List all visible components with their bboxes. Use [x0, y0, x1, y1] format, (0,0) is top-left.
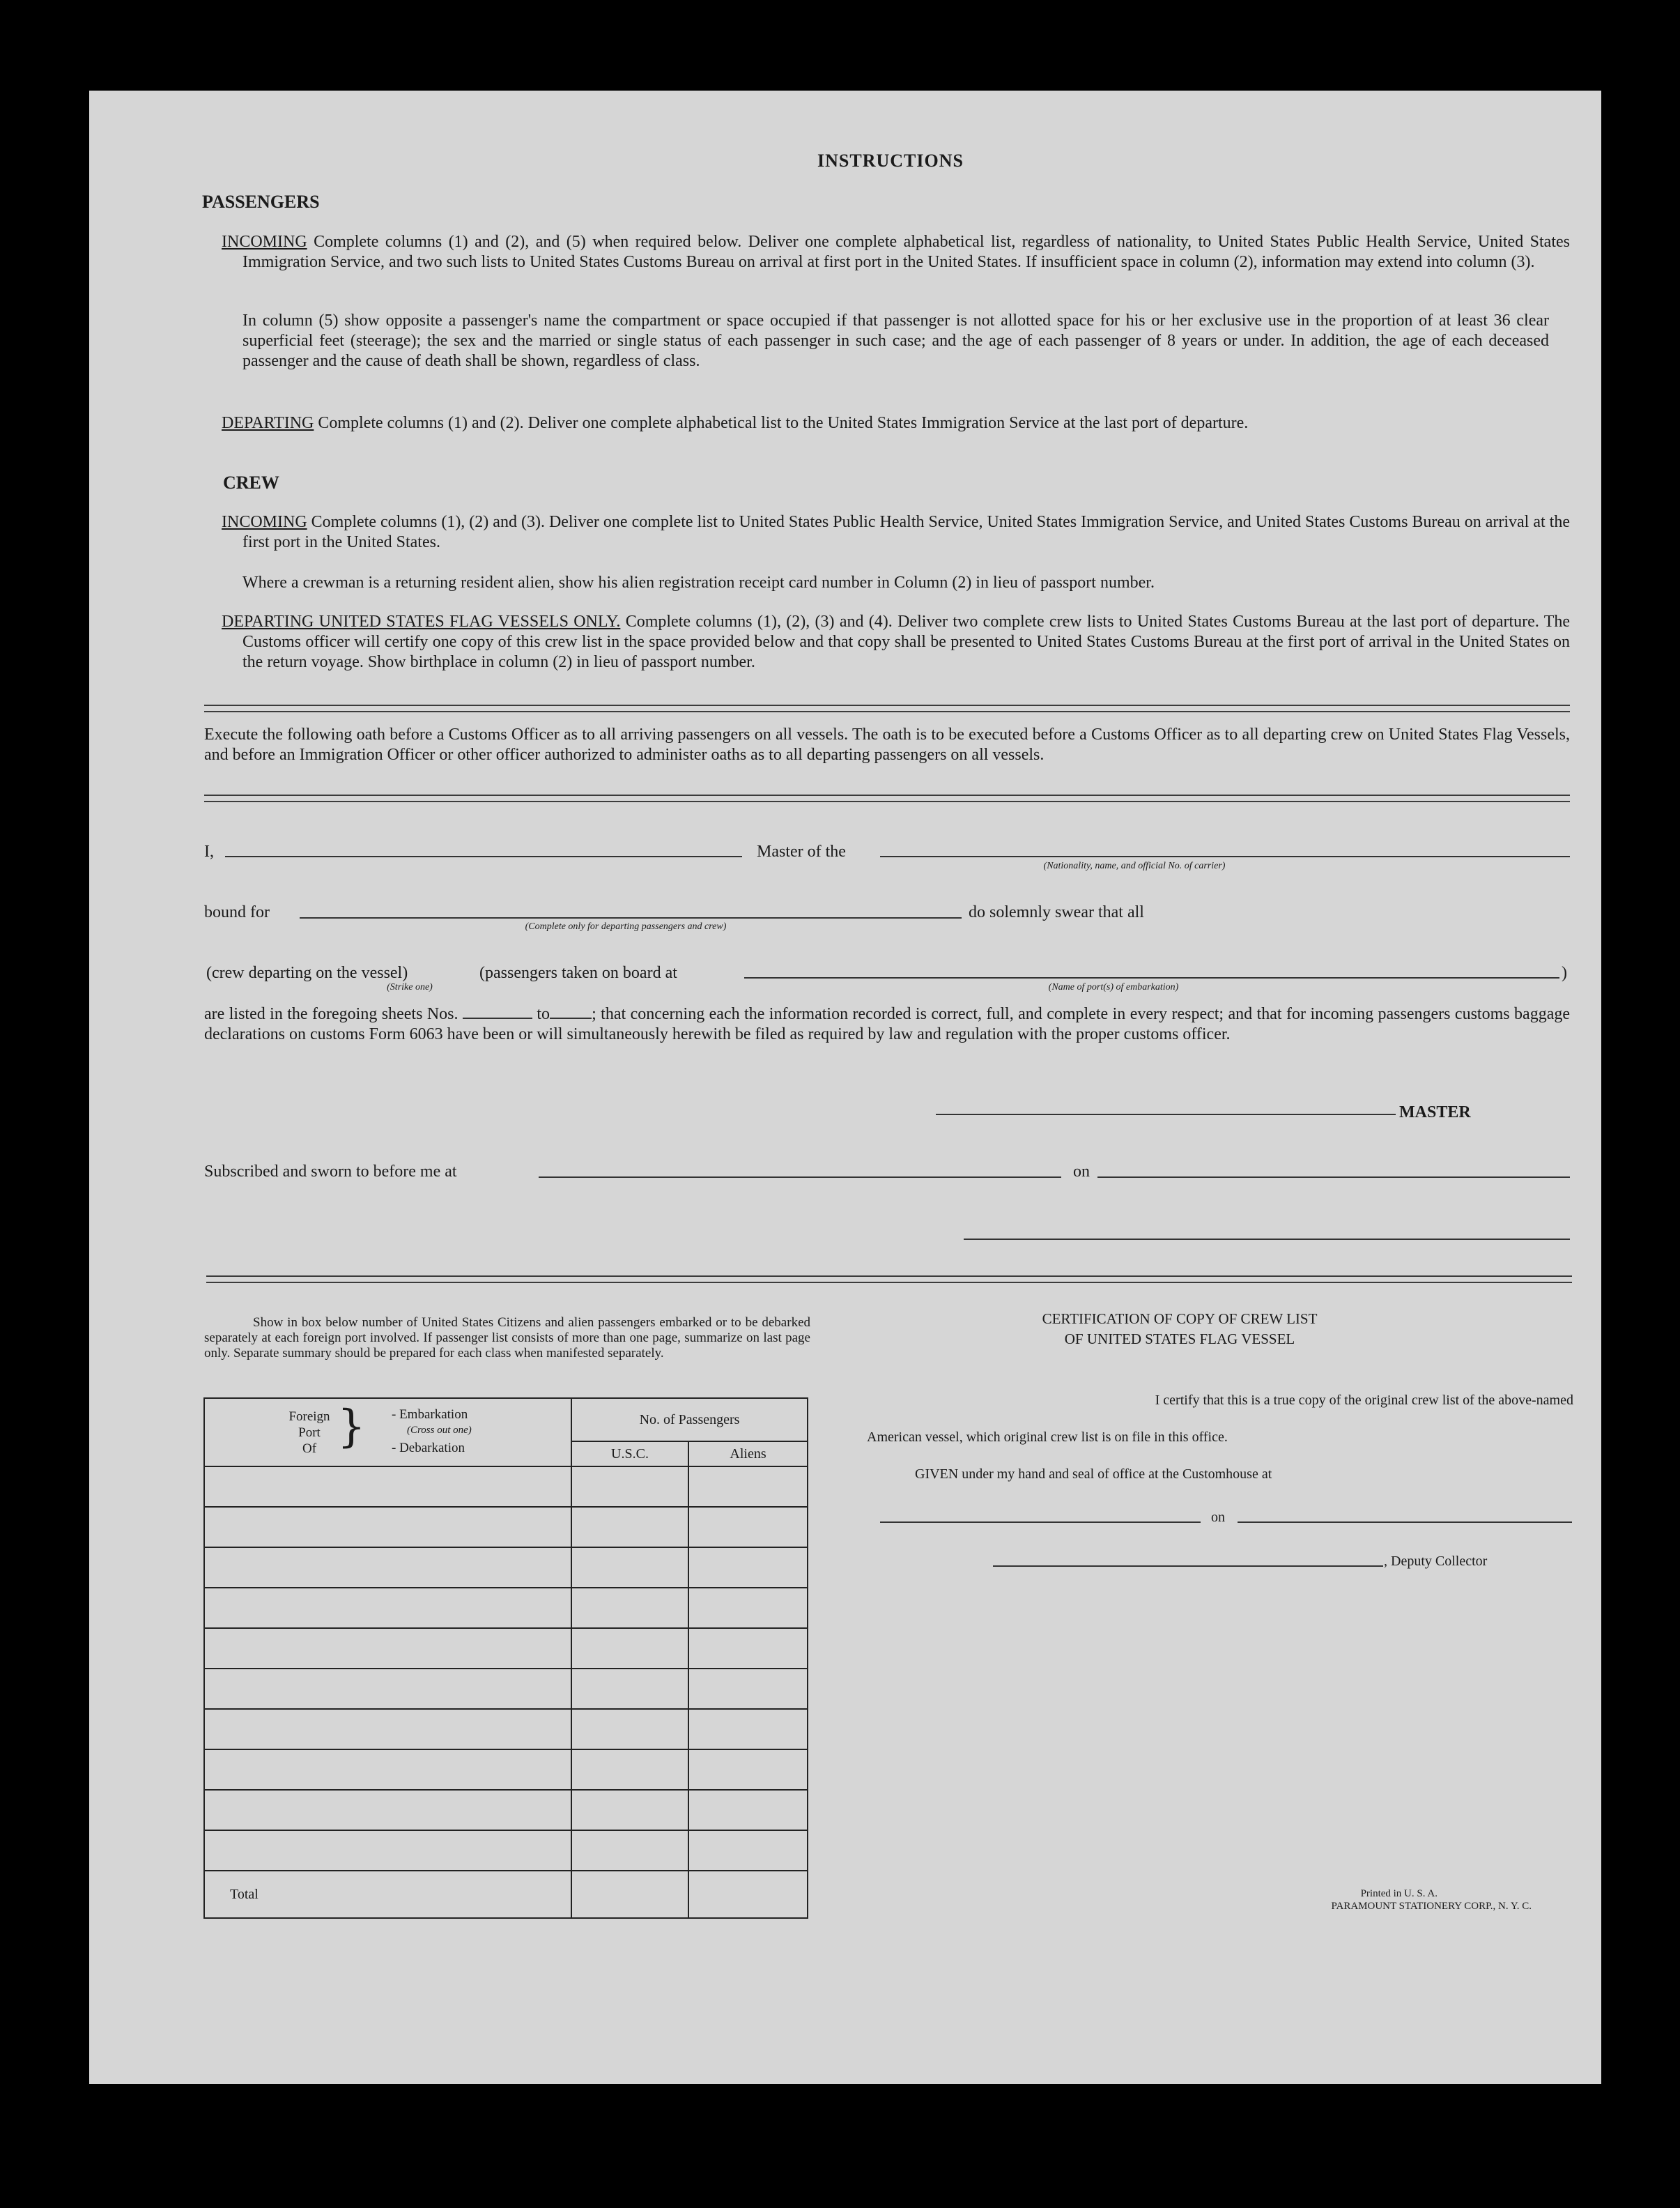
table-row [204, 1466, 808, 1507]
master-of-the-label: Master of the [757, 843, 846, 861]
aliens-cell[interactable] [688, 1507, 808, 1547]
bound-for-hint: (Complete only for departing passengers and crew) [525, 921, 727, 932]
table-row [204, 1507, 808, 1547]
customhouse-field[interactable] [880, 1521, 1201, 1523]
certification-line1: I certify that this is a true copy of the original crew list of the above-named [1155, 1393, 1573, 1408]
brace-icon: } [337, 1401, 366, 1452]
sworn-on-label: on [1073, 1163, 1090, 1181]
aliens-cell[interactable] [688, 1830, 808, 1871]
port-cell[interactable] [204, 1790, 571, 1830]
table-row [204, 1669, 808, 1709]
double-rule [204, 705, 1570, 712]
table-row [204, 1790, 808, 1830]
incoming-crew-paragraph [222, 512, 1570, 553]
certification-heading-line2: OF UNITED STATES FLAG VESSEL [1064, 1331, 1295, 1347]
form-sheet [89, 91, 1601, 2084]
table-row [204, 1547, 808, 1588]
aliens-cell[interactable] [688, 1588, 808, 1628]
debarkation-label: - Debarkation [392, 1441, 465, 1455]
no-passengers-header: No. of Passengers [571, 1398, 808, 1441]
port-cell[interactable] [204, 1669, 571, 1709]
bound-for-field[interactable] [300, 917, 962, 919]
port-cell[interactable] [204, 1547, 571, 1588]
printed-in-usa: Printed in U. S. A. [1360, 1888, 1438, 1899]
master-name-field[interactable] [225, 856, 742, 857]
of-word: Of [302, 1441, 317, 1456]
carrier-field[interactable] [880, 856, 1570, 857]
resident-alien-paragraph: Where a crewman is a returning resident alien, show his alien registration receipt card number in Column (2) in lieu of passport number. [242, 574, 1155, 592]
crew-departing-option: (crew departing on the vessel) [206, 964, 408, 982]
passengers-heading: PASSENGERS [202, 192, 320, 212]
usc-cell[interactable] [571, 1588, 688, 1628]
total-label: Total [204, 1871, 571, 1918]
incoming-text: Complete columns (1) and (2), and (5) when required below. Deliver one complete alphabetical list, regardless of nationality, to United States Public Health Service, United States Immigration Service, and two such lists to United States Customs Bureau on arrival at first port in the United States. If insufficient space in column (2), information may extend into column (3). [242, 233, 1570, 271]
passengers-taken-option: (passengers taken on board at [479, 964, 677, 982]
listed-post: ; that concerning each the information recorded is correct, full, and complete in every respect; and that for incoming passengers customs baggage declarations on customs Form 6063 have been or will simultaneously herewith be filed as required by law and regulation with the proper customs officer. [204, 1005, 1570, 1043]
strike-one-hint: (Strike one) [387, 982, 433, 992]
total-row [204, 1871, 808, 1918]
usc-cell[interactable] [571, 1709, 688, 1749]
usc-cell[interactable] [571, 1830, 688, 1871]
carrier-hint: (Nationality, name, and official No. of carrier) [1043, 861, 1226, 871]
usc-cell[interactable] [571, 1749, 688, 1790]
passenger-summary-table [203, 1397, 808, 1919]
aliens-cell[interactable] [688, 1790, 808, 1830]
departing-label: DEPARTING [222, 414, 314, 432]
table-row [204, 1749, 808, 1790]
oath-i: I, [204, 843, 214, 861]
officer-signature-field[interactable] [964, 1239, 1570, 1240]
aliens-cell[interactable] [688, 1547, 808, 1588]
swear-text: do solemnly swear that all [969, 903, 1144, 921]
port-cell[interactable] [204, 1466, 571, 1507]
foreign-port-of [282, 1409, 337, 1457]
double-rule [206, 1275, 1572, 1283]
printer-imprint [1155, 1887, 1532, 1912]
departing-text: Complete columns (1) and (2). Deliver one complete alphabetical list to the United States Immigration Service at the last port of departure. [314, 414, 1249, 432]
sheet-from-field[interactable] [463, 1004, 532, 1019]
listed-pre: are listed in the foregoing sheets Nos. [204, 1005, 458, 1023]
master-label: MASTER [1399, 1103, 1471, 1121]
column5-paragraph: In column (5) show opposite a passenger's name the compartment or space occupied if that passenger is not allotted space for his or her exclusive use in the proportion of at least 36 clear superficial feet (steerage); the sex and the married or single status of each passenger in such case; and the age of each passenger of 8 years or under. In addition, the age of each deceased passenger and the cause of death shall be shown, regardless of class. [242, 312, 1549, 370]
printer-name: PARAMOUNT STATIONERY CORP., N. Y. C. [1331, 1901, 1532, 1912]
double-rule [204, 795, 1570, 802]
deputy-signature-field[interactable] [993, 1565, 1383, 1567]
oath-statement [204, 1004, 1570, 1045]
oath-instructions: Execute the following oath before a Customs Officer as to all arriving passengers on all vessels. The oath is to be executed before a Customs Officer as to all departing crew on United States Flag Vessels, and before an Immigration Officer or other officer authorized to administer oaths as to all departing passengers on all vessels. [204, 726, 1570, 764]
certification-line2: American vessel, which original crew list is on file in this office. [867, 1429, 1228, 1445]
listed-to: to [537, 1005, 550, 1023]
incoming-crew-text: Complete columns (1), (2) and (3). Deliver one complete list to United States Public Health Service, United States Immigration Service, and United States Customs Bureau on arrival at the first port in the United States. [242, 513, 1570, 551]
incoming-label: INCOMING [222, 233, 307, 251]
embarkation-label: - Embarkation [392, 1407, 468, 1422]
certification-heading-line1: CERTIFICATION OF COPY OF CREW LIST [1042, 1310, 1318, 1327]
usc-cell[interactable] [571, 1628, 688, 1669]
aliens-cell[interactable] [688, 1749, 808, 1790]
aliens-header: Aliens [688, 1441, 808, 1466]
departing-passengers-paragraph [222, 413, 1570, 434]
subscribed-label: Subscribed and sworn to before me at [204, 1163, 457, 1181]
departing-flag-paragraph [222, 612, 1570, 673]
table-row [204, 1709, 808, 1749]
sworn-place-field[interactable] [539, 1176, 1061, 1178]
table-row [204, 1628, 808, 1669]
certification-line3: GIVEN under my hand and seal of office at the Customhouse at [915, 1466, 1272, 1482]
aliens-cell[interactable] [688, 1628, 808, 1669]
crew-heading: CREW [223, 473, 279, 493]
cross-out-hint: (Cross out one) [407, 1425, 472, 1436]
page-title: INSTRUCTIONS [817, 151, 964, 171]
aliens-cell[interactable] [688, 1669, 808, 1709]
sworn-date-field[interactable] [1097, 1176, 1570, 1178]
table-row [204, 1588, 808, 1628]
sheet-to-field[interactable] [550, 1004, 592, 1019]
port-cell[interactable] [204, 1749, 571, 1790]
incoming-passengers-paragraph [222, 232, 1570, 273]
usc-cell[interactable] [571, 1547, 688, 1588]
port-cell[interactable] [204, 1507, 571, 1547]
port-cell[interactable] [204, 1830, 571, 1871]
port-word: Port [298, 1425, 321, 1440]
port-header-cell [204, 1398, 571, 1466]
departing-flag-text: Complete columns (1), (2), (3) and (4). Deliver two complete crew lists to United States Customs Bureau at the last port of departure. The Customs officer will certify one copy of this crew list in the space provided below and that copy shall be presented to United States Customs Bureau at the first port of arrival in the United States on the return voyage. Show birthplace in column (2) in lieu of passport number. [242, 613, 1571, 671]
usc-cell[interactable] [571, 1466, 688, 1507]
ports-hint: (Name of port(s) of embarkation) [1048, 982, 1179, 992]
close-paren: ) [1562, 964, 1567, 982]
usc-cell[interactable] [571, 1669, 688, 1709]
aliens-cell[interactable] [688, 1466, 808, 1507]
foreign-word: Foreign [288, 1409, 330, 1424]
port-cell[interactable] [204, 1588, 571, 1628]
bound-for-label: bound for [204, 903, 270, 921]
deputy-collector-label: , Deputy Collector [1384, 1554, 1488, 1569]
usc-cell[interactable] [571, 1790, 688, 1830]
certification-on-label: on [1211, 1510, 1225, 1525]
total-usc-cell[interactable] [571, 1871, 688, 1918]
usc-header: U.S.C. [571, 1441, 688, 1466]
incoming-crew-label: INCOMING [222, 513, 307, 531]
aliens-cell[interactable] [688, 1709, 808, 1749]
total-aliens-cell[interactable] [688, 1871, 808, 1918]
port-cell[interactable] [204, 1628, 571, 1669]
departing-flag-label: DEPARTING UNITED STATES FLAG VESSELS ONLY. [222, 613, 621, 631]
table-row [204, 1830, 808, 1871]
usc-cell[interactable] [571, 1507, 688, 1547]
port-cell[interactable] [204, 1709, 571, 1749]
master-signature-field[interactable] [936, 1114, 1396, 1115]
certification-date-field[interactable] [1238, 1521, 1572, 1523]
certification-heading [960, 1309, 1399, 1349]
embarkation-ports-field[interactable] [744, 977, 1559, 979]
summary-instructions: Show in box below number of United States Citizens and alien passengers embarked or to be debarked separately at each foreign port involved. If passenger list consists of more than one page, summarize on last page only. Separate summary should be prepared for each class when manifested separately. [204, 1315, 810, 1360]
